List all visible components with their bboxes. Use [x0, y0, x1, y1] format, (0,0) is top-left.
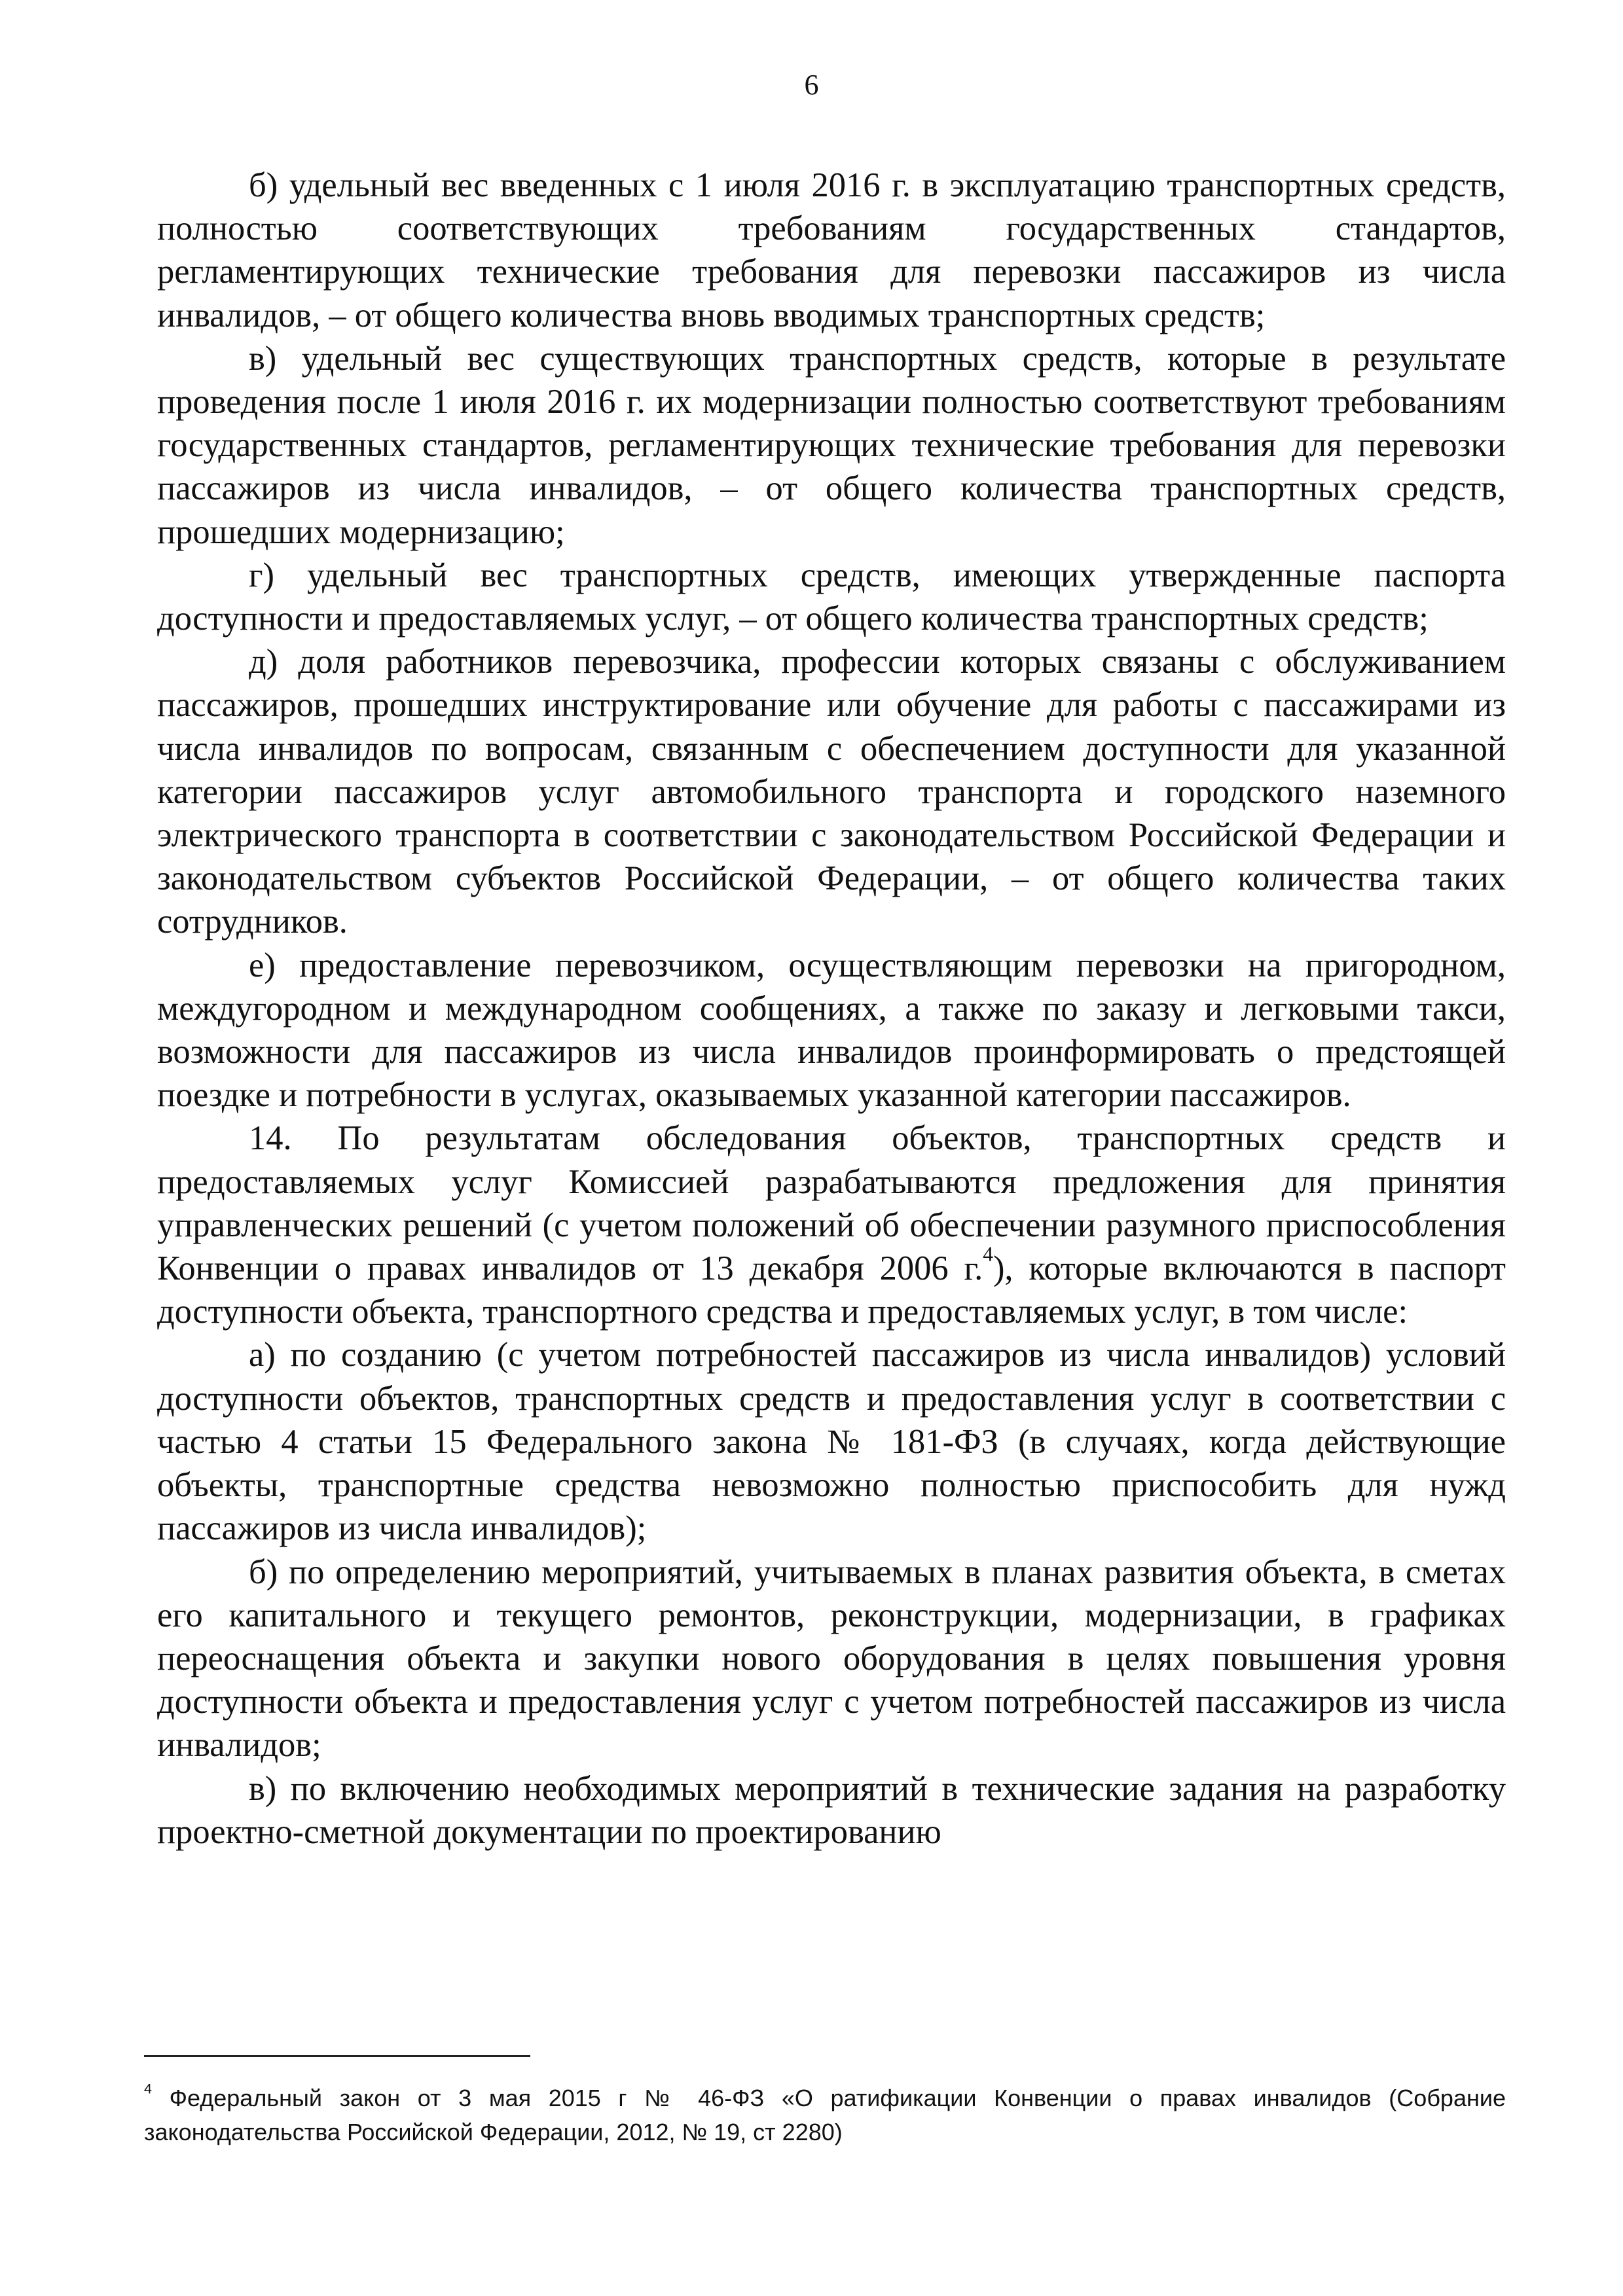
footnote-text: Федеральный закон от 3 мая 2015 г № 46-ФЗ «О ратификации Конвенции о правах инвалидов (Собрание законодательства Российской Федерации, 2012, № 19, ст 2280) [144, 2085, 1506, 2145]
document-body [157, 164, 1506, 1854]
paragraph-item-v: в) удельный вес существующих транспортных средств, которые в результате проведения после 1 июля 2016 г. их модернизации полностью соответствуют требованиям государственных стандартов, регламентирующих технические требования для перевозки пассажиров из числа инвалидов, – от общего количества транспортных средств, прошедших модернизацию; [157, 339, 1506, 551]
subitem-a: а) по созданию (с учетом потребностей пассажиров из числа инвалидов) условий доступности объектов, транспортных средств и предоставления услуг в соответствии с частью 4 статьи 15 Федерального закона № 181-ФЗ (в случаях, когда действующие объекты, транспортные средства невозможно полностью приспособить для нужд пассажиров из числа инвалидов); [157, 1336, 1506, 1548]
footnote-separator [144, 2055, 530, 2057]
page-number: 6 [804, 69, 819, 101]
paragraph-14-text: 14. По результатам обследования объектов, транспортных средств и предоставляемых услуг Комиссией разрабатываются предложения для принятия управленческих решений (с учетом положений об обеспечении разумного приспособления Конвенции о правах инвалидов от 13 декабря 2006 г. [157, 1119, 1506, 1288]
paragraph-item-b: б) удельный вес введенных с 1 июля 2016 г. в эксплуатацию транспортных средств, полностью соответствующих требованиям государственных стандартов, регламентирующих технические требования для перевозки пассажиров из числа инвалидов, – от общего количества вновь вводимых транспортных средств; [157, 166, 1506, 334]
paragraph-item-d: д) доля работников перевозчика, профессии которых связаны с обслуживанием пассажиров, прошедших инструктирование или обучение для работы с пассажирами из числа инвалидов по вопросам, связанным с обеспечением доступности для указанной категории пассажиров услуг автомобильного транспорта и городского наземного электрического транспорта в соответствии с законодательством Российской Федерации и законодательством субъектов Российской Федерации, – от общего количества таких сотрудников. [157, 643, 1506, 941]
subitem-b: б) по определению мероприятий, учитываемых в планах развития объекта, в сметах его капитального и текущего ремонтов, реконструкции, модернизации, в графиках переоснащения объекта и закупки нового оборудования в целях повышения уровня доступности объекта и предоставления услуг с учетом потребностей пассажиров из числа инвалидов; [157, 1552, 1506, 1765]
footnote-reference: 4 [983, 1242, 993, 1266]
paragraph-14 [157, 1117, 1506, 1333]
paragraph-item-e: е) предоставление перевозчиком, осуществляющим перевозки на пригородном, междугородном и международном сообщениях, а также по заказу и легковыми такси, возможности для пассажиров из числа инвалидов проинформировать о предстоящей поездке и потребности в услугах, оказываемых указанной категории пассажиров. [157, 946, 1506, 1115]
paragraph-14-continuation: ), которые включаются в паспорт доступности объекта, транспортного средства и предоставляемых услуг, в том числе: [157, 1249, 1506, 1331]
subitem-v: в) по включению необходимых мероприятий в технические задания на разработку проектно-сметной документации по проектированию [157, 1769, 1506, 1851]
paragraph-item-g: г) удельный вес транспортных средств, имеющих утвержденные паспорта доступности и предоставляемых услуг, – от общего количества транспортных средств; [157, 556, 1506, 638]
footnote-marker: 4 [144, 2080, 153, 2097]
footnote [144, 2081, 1506, 2149]
